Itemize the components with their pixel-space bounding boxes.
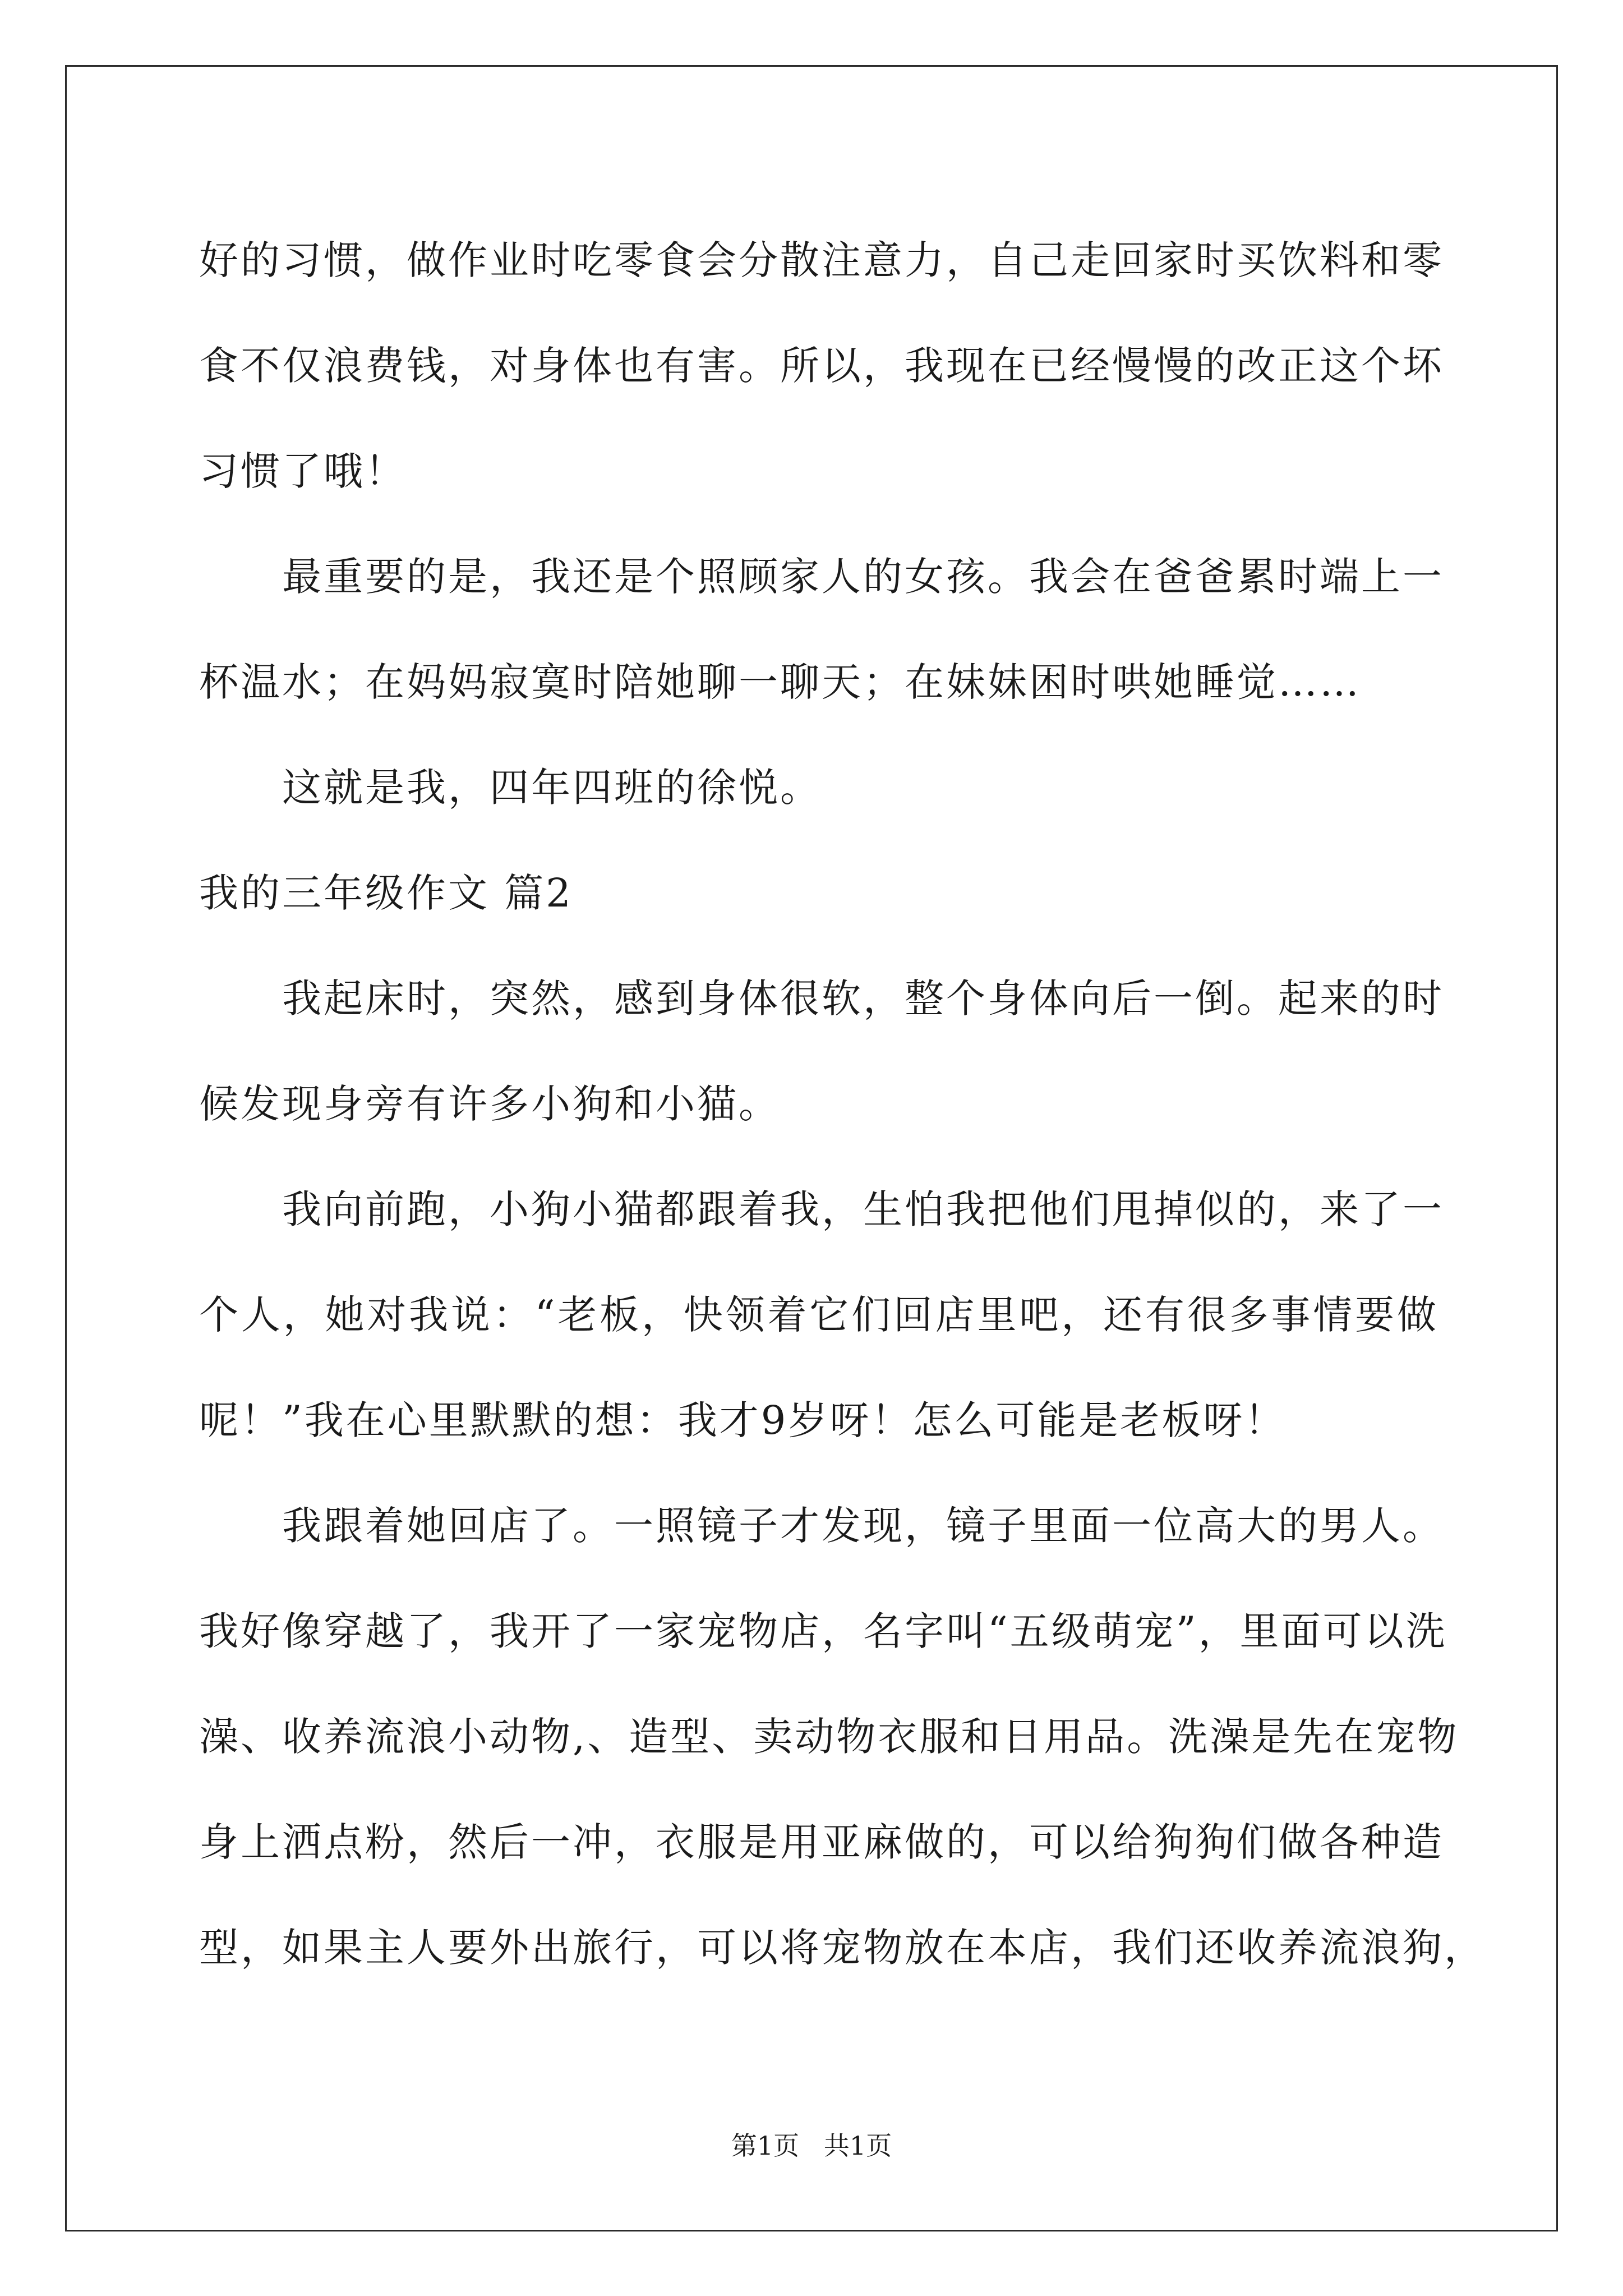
text-line: 我起床时，突然，感到身体很软，整个身体向后一倒。起来的时 <box>282 976 1444 1022</box>
document-body <box>199 208 1486 2000</box>
text-line: 杯温水；在妈妈寂寞时陪她聊一聊天；在妹妹困时哄她睡觉…… <box>199 659 1361 705</box>
paragraph-4 <box>199 946 1444 1157</box>
text-line: 候发现身旁有许多小狗和小猫。 <box>199 1081 780 1127</box>
paragraph-3 <box>199 735 1438 840</box>
paragraph-5 <box>199 1157 1444 1473</box>
paragraph-6 <box>199 1473 1486 2000</box>
text-line: 个人，她对我说：“老板，快领着它们回店里吧，还有很多事情要做 <box>199 1292 1438 1338</box>
text-line: 我跟着她回店了。一照镜子才发现，镜子里面一位高大的男人。 <box>282 1503 1444 1549</box>
text-line: 习惯了哦！ <box>199 448 407 494</box>
paragraph-2 <box>199 524 1444 735</box>
section-heading: 我的三年级作文 篇2 <box>199 870 573 916</box>
text-line: 最重要的是，我还是个照顾家人的女孩。我会在爸爸累时端上一 <box>282 554 1444 600</box>
page-footer: 第1页 共1页 <box>731 2131 892 2161</box>
text-line: 澡、收养流浪小动物,、造型、卖动物衣服和日用品。洗澡是先在宠物 <box>199 1714 1459 1760</box>
text-line: 食不仅浪费钱，对身体也有害。所以，我现在已经慢慢的改正这个坏 <box>199 343 1444 389</box>
text-line: 这就是我，四年四班的徐悦。 <box>282 765 822 811</box>
text-line: 身上洒点粉，然后一冲，衣服是用亚麻做的，可以给狗狗们做各种造 <box>199 1819 1444 1865</box>
text-line: 型，如果主人要外出旅行，可以将宠物放在本店，我们还收养流浪狗， <box>199 1925 1486 1971</box>
text-line: 我好像穿越了，我开了一家宠物店，名字叫“五级萌宠”，里面可以洗 <box>199 1608 1447 1654</box>
paragraph-1 <box>199 208 1444 524</box>
text-line: 好的习惯，做作业时吃零食会分散注意力，自己走回家时买饮料和零 <box>199 237 1444 283</box>
text-line: 呢！”我在心里默默的想：我才9岁呀！怎么可能是老板呀！ <box>199 1397 1287 1443</box>
text-line: 我向前跑，小狗小猫都跟着我，生怕我把他们甩掉似的，来了一 <box>282 1186 1444 1232</box>
